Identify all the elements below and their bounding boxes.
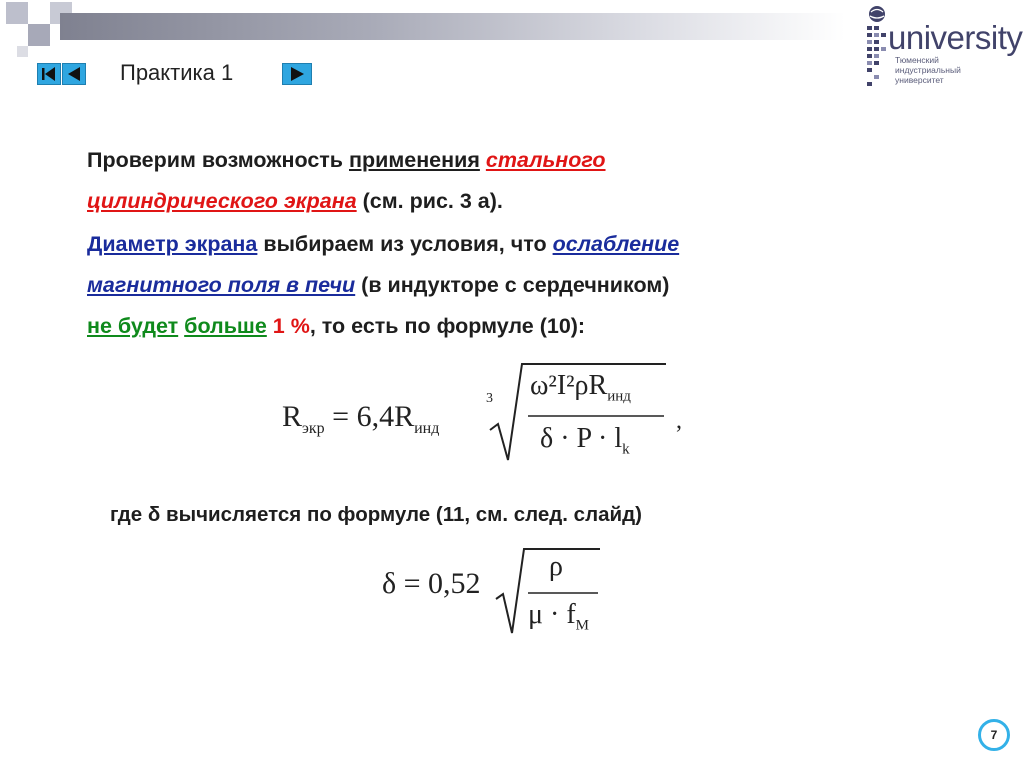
skip-back-icon: [38, 64, 60, 84]
paragraph-1: Проверим возможность применения стального цилиндрического экрана (см. рис. 3 а).: [87, 148, 606, 213]
paragraph-2: Диаметр экрана выбираем из условия, что ослабление магнитного поля в печи (в индукторе с сердечником) не будет больше 1 %, то есть по формуле (10):: [87, 232, 680, 338]
page-number-badge: 7: [978, 719, 1010, 751]
header-bar: [60, 13, 845, 40]
formula-delta: δ = 0,52 ρ $\mu \cdot f_M$: [382, 545, 622, 645]
formula-screen-radius: $R_{экр} = 6,4R_{инд}$ 3 $\omega^2I^2\rho R_{инд}$ $\delta \cdot P \cdot l_k$ ,: [282, 360, 702, 470]
page-title: Практика 1: [120, 60, 234, 85]
arrow-left-icon: [63, 64, 85, 84]
prev-slide-button[interactable]: [62, 63, 86, 85]
logo-subtitle: Тюменский индустриальный университет: [895, 55, 961, 85]
logo-wordmark: university: [888, 19, 1023, 56]
next-slide-button[interactable]: [282, 63, 312, 85]
arrow-right-icon: [283, 64, 311, 84]
where-text: где δ вычисляется по формуле (11, см. след. слайд): [110, 503, 642, 526]
first-slide-button[interactable]: [37, 63, 61, 85]
